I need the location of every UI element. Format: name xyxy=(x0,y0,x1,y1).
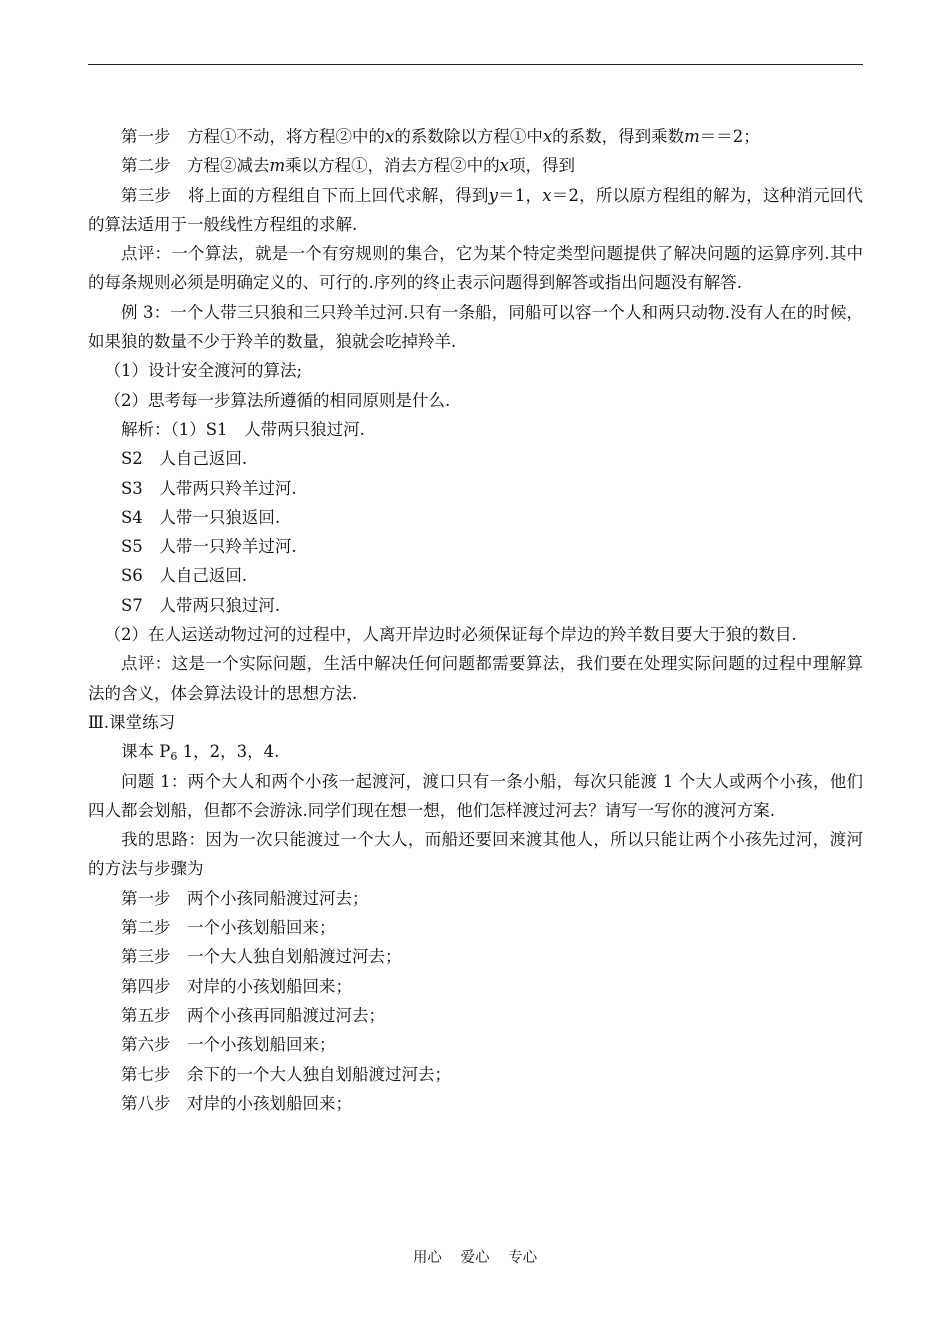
step-b: 第六步 一个小孩划船回来； xyxy=(121,1035,336,1055)
s-step: S6 人自己返回. xyxy=(121,566,248,586)
footer-word: 用心 xyxy=(412,1250,442,1266)
step-b: 第八步 对岸的小孩划船回来； xyxy=(121,1093,352,1113)
my-thinking: 我的思路：因为一次只能渡过一个大人，而船还要回来渡其他人，所以只能让两个小孩先过河，渡河的方法与步骤为 xyxy=(88,830,863,879)
example-3: 例 3：一个人带三只狼和三只羚羊过河.只有一条船，同船可以容一个人和两只动物.没有人在的时候，如果狼的数量不少于羚羊的数量，狼就会吃掉羚羊. xyxy=(88,302,863,352)
problem-1: 问题 1：两个大人和两个小孩一起渡河，渡口只有一条小船，每次只能渡 1 个大人或两个小孩，他们四人都会划船，但都不会游泳.同学们现在想一想，他们怎样渡过河去？请写一写你的渡河方案. xyxy=(88,771,863,820)
step-b: 第三步 一个大人独自划船渡过河去； xyxy=(121,947,402,967)
step-a-1: 第一步 方程①不动，将方程②中的x的系数除以方程①中x的系数，得到乘数m＝＝2； xyxy=(121,127,760,146)
header-rule xyxy=(88,64,863,65)
step-b: 第一步 两个小孩同船渡过河去； xyxy=(121,888,369,908)
s-step: S4 人带一只狼返回. xyxy=(121,507,281,527)
step-b: 第七步 余下的一个大人独自划船渡过河去； xyxy=(121,1064,451,1084)
question-2: （2）思考每一步算法所遵循的相同原则是什么. xyxy=(104,390,451,410)
step-b: 第五步 两个小孩再同船渡过河去； xyxy=(121,1005,385,1025)
section-heading: Ⅲ.课堂练习 xyxy=(88,712,176,732)
step-b: 第二步 一个小孩划船回来； xyxy=(121,918,336,938)
answer-2: （2）在人运送动物过河的过程中，人离开岸边时必须保证每个岸边的羚羊数目要大于狼的数目. xyxy=(104,625,797,645)
step-b: 第四步 对岸的小孩划船回来； xyxy=(121,976,352,996)
textbook-exercises: 课本 $P_6$ 1，2，3，4. xyxy=(121,742,280,764)
step-a-3: 第三步 将上面的方程组自下而上回代求解，得到y＝1，x＝2，所以原方程组的解为，这种消元回代的算法适用于一般线性方程组的求解. xyxy=(88,185,864,234)
page-footer xyxy=(0,1246,950,1267)
s-step: S2 人自己返回. xyxy=(121,449,248,469)
s-step: S5 人带一只羚羊过河. xyxy=(121,537,297,557)
s-step: S7 人带两只狼过河. xyxy=(121,595,281,615)
question-1: （1）设计安全渡河的算法; xyxy=(104,361,303,381)
footer-word: 专心 xyxy=(508,1250,538,1266)
review-1: 点评：一个算法，就是一个有穷规则的集合，它为某个特定类型问题提供了解决问题的运算序列.其中的每条规则必须是明确定义的、可行的.序列的终止表示问题得到解答或指出问题没有解答. xyxy=(88,244,863,293)
s-step: S3 人带两只羚羊过河. xyxy=(121,478,297,498)
review-2: 点评：这是一个实际问题，生活中解决任何问题都需要算法，我们要在处理实际问题的过程中理解算法的含义，体会算法设计的思想方法. xyxy=(88,654,863,703)
footer-word: 爱心 xyxy=(460,1250,490,1266)
step-a-2: 第二步 方程②减去m乘以方程①，消去方程②中的x项，得到 xyxy=(121,156,575,176)
analysis-line: 解析：（1）S1 人带两只狼过河. xyxy=(121,419,365,439)
document-body xyxy=(88,122,863,1118)
